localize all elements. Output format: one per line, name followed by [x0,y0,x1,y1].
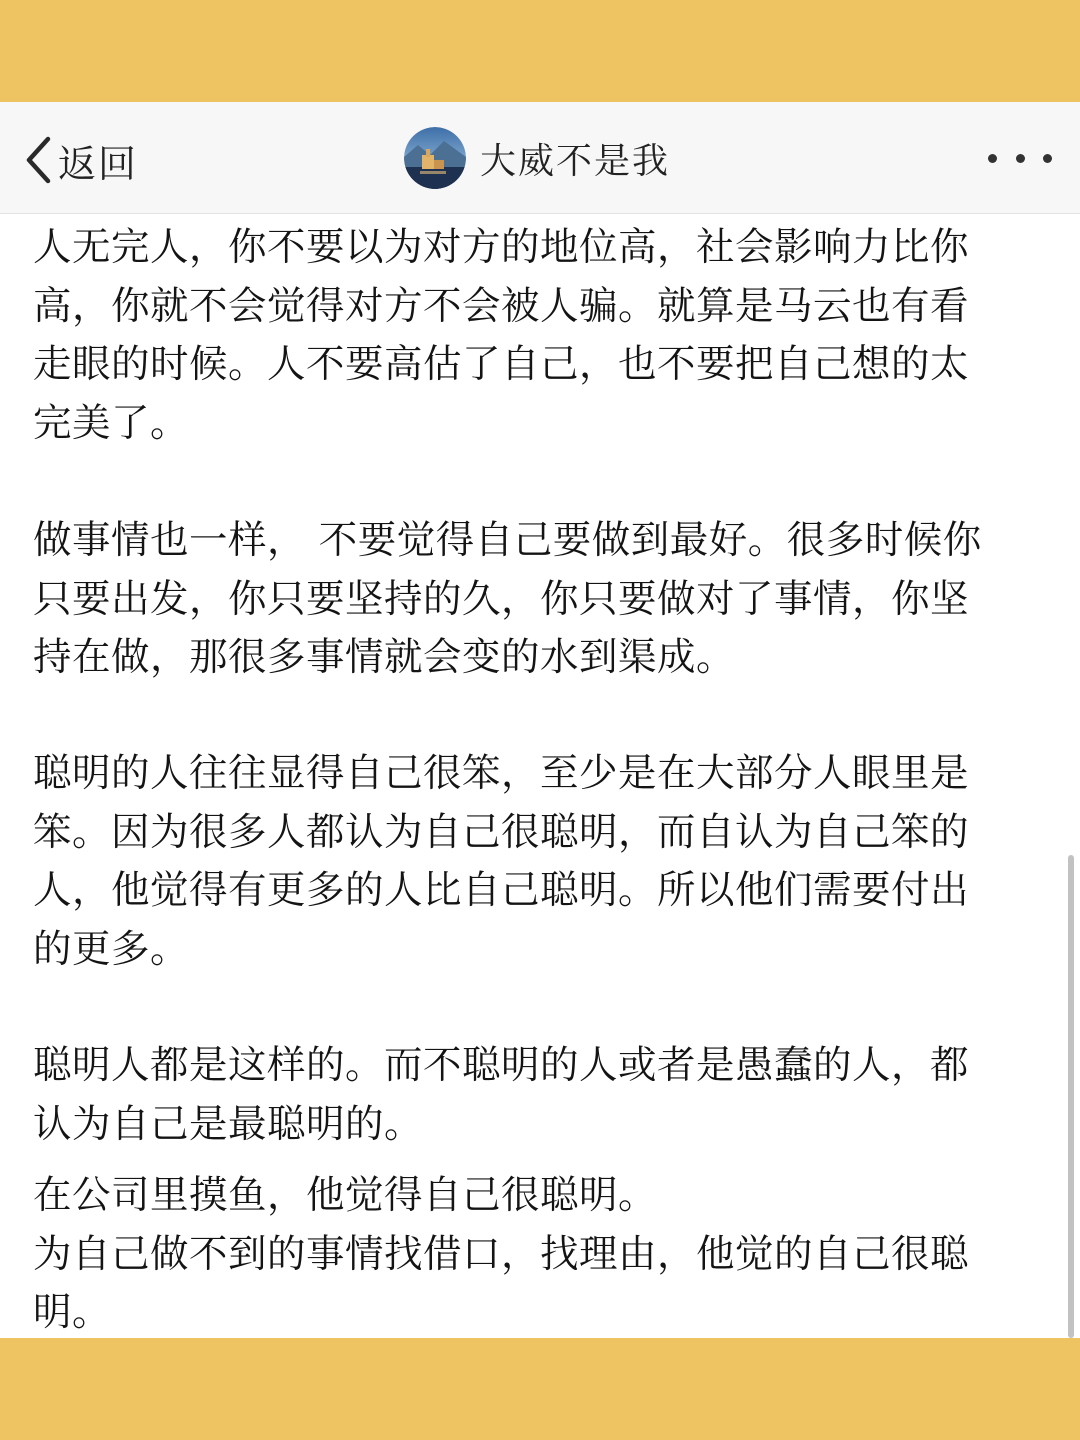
scrollbar[interactable] [1068,855,1074,1338]
paragraph [33,745,1038,979]
text-line: 聪明人都是这样的。而不聪明的人或者是愚蠢的人，都 [33,1043,970,1088]
text-line: 做事情也一样， 不要觉得自己要做到最好。很多时候你 [33,518,982,563]
more-horizontal-icon [988,154,997,163]
text-line: 人，他觉得有更多的人比自己聪明。所以他们需要付出 [33,868,970,913]
paragraph [33,512,1038,688]
bottom-color-band [0,1338,1080,1440]
text-line: 高，你就不会觉得对方不会被人骗。就算是马云也有看 [33,283,970,329]
text-line: 为自己做不到的事情找借口，找理由，他觉的自己很聪 [33,1231,970,1277]
profile-header[interactable] [404,126,670,190]
more-options-button[interactable] [988,142,1052,174]
chevron-left-icon [24,135,54,185]
paragraph [33,1167,1038,1338]
username: 大威不是我 [480,140,671,182]
top-color-band [0,0,1080,102]
avatar[interactable] [404,127,466,189]
text-line: 人无完人，你不要以为对方的地位高，社会影响力比你 [33,225,970,270]
text-line: 笨。因为很多人都认为自己很聪明，而自认为自己笨的 [33,809,970,855]
post-content [0,214,1080,1338]
text-line: 聪明的人往往显得自己很笨，至少是在大部分人眼里是 [33,751,970,796]
text-line: 明。 [33,1290,112,1335]
text-line: 在公司里摸鱼，他觉得自己很聪明。 [33,1173,658,1218]
back-label: 返回 [58,141,139,186]
text-line: 的更多。 [33,926,190,972]
text-line: 持在做，那很多事情就会变的水到渠成。 [33,635,736,680]
text-line: 只要出发，你只要坚持的久，你只要做对了事情，你坚 [33,576,970,622]
text-line: 完美了。 [33,400,190,446]
back-button[interactable] [24,130,138,190]
nav-bar [0,102,1080,214]
text-line: 走眼的时候。人不要高估了自己，也不要把自己想的太 [33,342,970,387]
paragraph [33,1037,1038,1154]
text-line: 认为自己是最聪明的。 [33,1101,424,1147]
paragraph [33,219,1038,453]
